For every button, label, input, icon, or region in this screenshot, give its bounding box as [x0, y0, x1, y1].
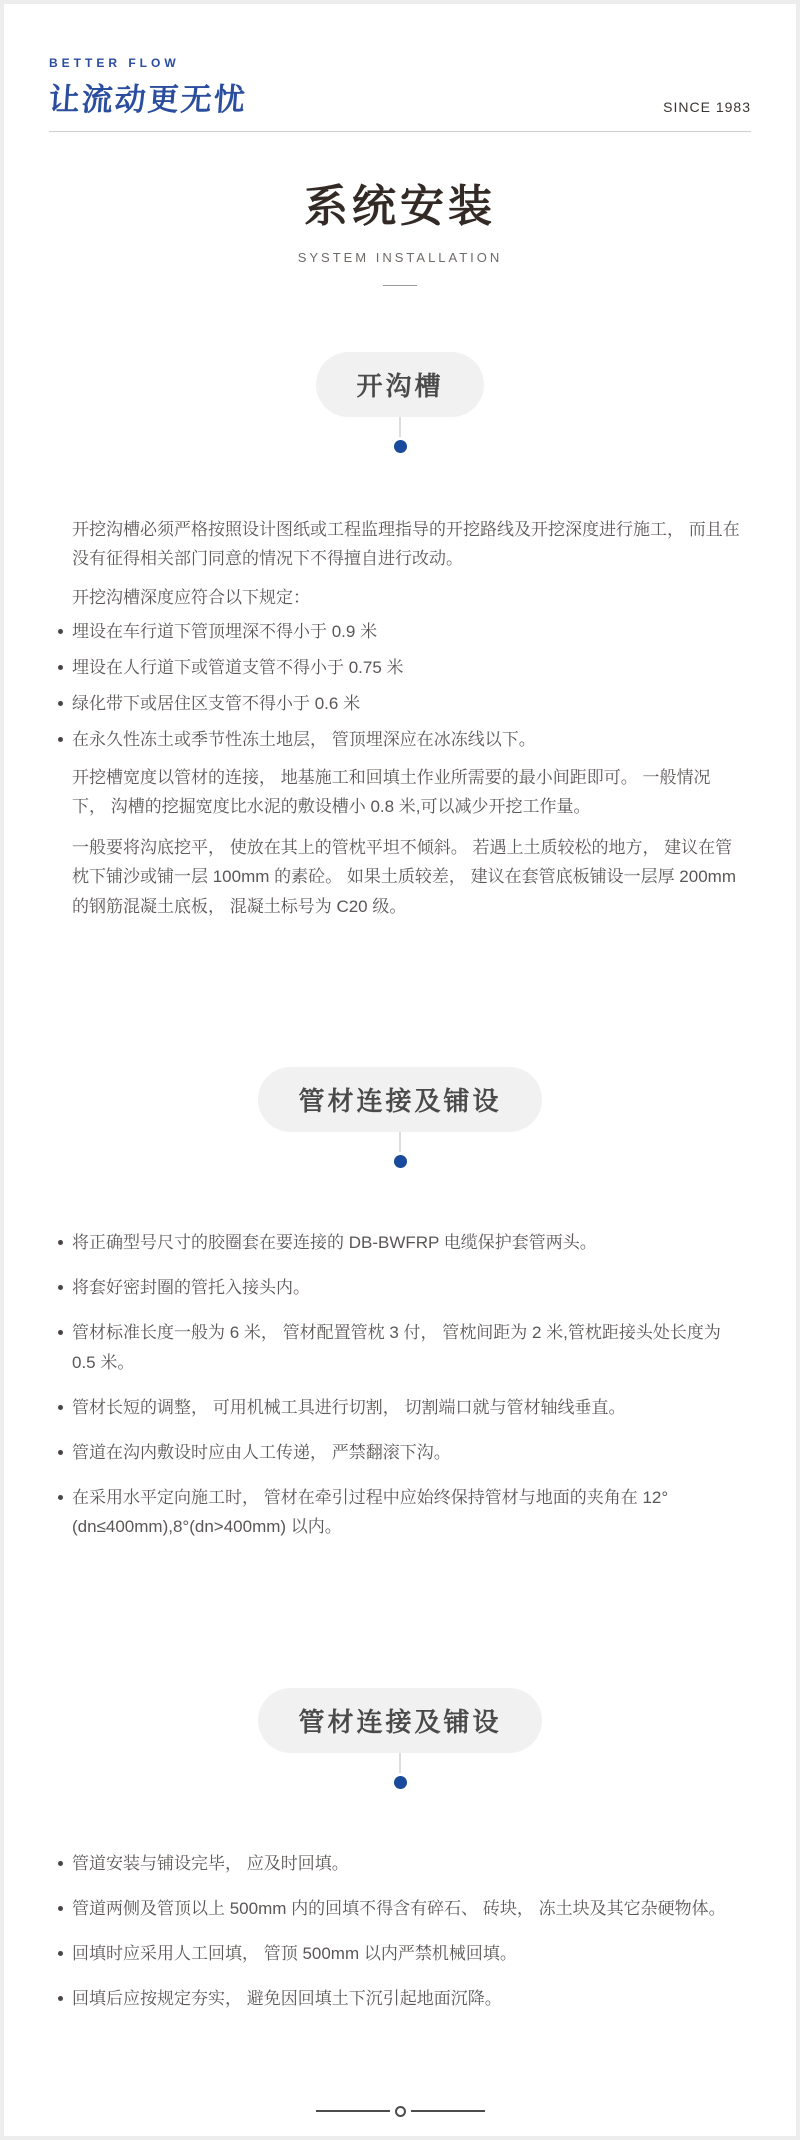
- brand-logotype: 让流动更无忧: [47, 82, 249, 117]
- list-item: [72, 1984, 742, 2013]
- connector-dot-icon: [394, 1155, 407, 1168]
- list-item: [72, 1939, 742, 1968]
- bullet-icon: [58, 1861, 63, 1866]
- bullet-icon: [58, 701, 63, 706]
- bullet-icon: [58, 1240, 63, 1245]
- bullet-text: 管道两侧及管顶以上 500mm 内的回填不得含有碎石、 砖块， 冻土块及其它杂硬物体。: [72, 1898, 726, 1918]
- brand-logo: [49, 56, 247, 119]
- bullet-text: 管道安装与铺设完毕， 应及时回填。: [72, 1853, 349, 1873]
- bullet-icon: [58, 1996, 63, 2001]
- section-badge: 管材连接及铺设: [258, 1688, 541, 1753]
- bullet-text: 回填后应按规定夯实， 避免因回填土下沉引起地面沉降。: [72, 1989, 502, 2009]
- section-head-trenching: [4, 352, 796, 453]
- list-item: [72, 653, 742, 682]
- bullet-text: 管材长短的调整， 可用机械工具进行切割， 切割端口就与管材轴线垂直。: [72, 1397, 626, 1417]
- bullet-icon: [58, 665, 63, 670]
- list-item: [72, 1273, 742, 1302]
- section-badge: 开沟槽: [316, 352, 483, 417]
- connector-line: [399, 1753, 401, 1773]
- section-content-trenching: [4, 515, 796, 921]
- paragraph: 开挖槽宽度以管材的连接， 地基施工和回填土作业所需要的最小间距即可。 一般情况下， 沟槽的挖掘宽度比水泥的敷设槽小 0.8 米,可以减少开挖工作量。: [72, 767, 711, 816]
- bullet-icon: [58, 1450, 63, 1455]
- list-item: [72, 1483, 742, 1541]
- bullet-icon: [58, 1951, 63, 1956]
- bullet-text: 在采用水平定向施工时， 管材在牵引过程中应始终保持管材与地面的夹角在 12°(dn≤400mm),8°(dn>400mm) 以内。: [72, 1488, 669, 1537]
- list-item: [72, 617, 742, 646]
- section-content-backfill: [4, 1849, 796, 2014]
- list-item: [72, 1318, 742, 1376]
- connector-line: [399, 1132, 401, 1152]
- section-content-connection: [4, 1228, 796, 1542]
- connector-dot-icon: [394, 1776, 407, 1789]
- bullet-icon: [58, 1285, 63, 1290]
- paragraph: 开挖沟槽深度应符合以下规定：: [72, 588, 310, 608]
- bullet-list: [72, 1849, 742, 2014]
- list-item: [72, 1438, 742, 1467]
- bullet-icon: [58, 629, 63, 634]
- bullet-text: 绿化带下或居住区支管不得小于 0.6 米: [72, 694, 361, 714]
- bullet-text: 管道在沟内敷设时应由人工传递， 严禁翻滚下沟。: [72, 1442, 451, 1462]
- list-item: [72, 1228, 742, 1257]
- bullet-icon: [58, 1495, 63, 1500]
- connector-line: [399, 417, 401, 437]
- ornament-circle-icon: [395, 2106, 406, 2117]
- list-item: [72, 1849, 742, 1878]
- bullet-icon: [58, 737, 63, 742]
- brand-tagline: BETTER FLOW: [49, 56, 180, 70]
- bullet-text: 管材标准长度一般为 6 米， 管材配置管枕 3 付， 管枕间距为 2 米,管枕距接头处长度为 0.5 米。: [72, 1323, 721, 1372]
- connector-dot-icon: [394, 440, 407, 453]
- bullet-icon: [58, 1330, 63, 1335]
- page-title: 系统安装: [304, 182, 496, 231]
- header: [4, 4, 796, 119]
- ornament-line: [316, 2110, 390, 2112]
- section-head-backfill: [4, 1688, 796, 1789]
- header-divider: [49, 131, 751, 132]
- section-badge: 管材连接及铺设: [258, 1067, 541, 1132]
- paragraph: 开挖沟槽必须严格按照设计图纸或工程监理指导的开挖路线及开挖深度进行施工， 而且在没有征得相关部门同意的情况下不得擅自进行改动。: [72, 520, 740, 569]
- list-item: [72, 1393, 742, 1422]
- ornament-line: [411, 2110, 485, 2112]
- bullet-text: 埋设在车行道下管顶埋深不得小于 0.9 米: [72, 621, 378, 641]
- list-item: [72, 1894, 742, 1923]
- footer-ornament: [4, 2106, 796, 2117]
- list-item: [72, 689, 742, 718]
- bullet-text: 将正确型号尺寸的胶圈套在要连接的 DB-BWFRP 电缆保护套管两头。: [72, 1232, 597, 1252]
- bullet-text: 将套好密封圈的管托入接头内。: [72, 1278, 310, 1298]
- bullet-list: [72, 617, 742, 755]
- bullet-text: 在永久性冻土或季节性冻土地层， 管顶埋深应在冰冻线以下。: [72, 730, 536, 750]
- list-item: [72, 725, 742, 754]
- since-label: SINCE 1983: [663, 99, 751, 115]
- bullet-text: 回填时应采用人工回填， 管顶 500mm 以内严禁机械回填。: [72, 1944, 517, 1964]
- subtitle-divider: [383, 285, 417, 286]
- paragraph: 一般要将沟底挖平， 使放在其上的管枕平坦不倾斜。 若遇上土质较松的地方， 建议在管枕下铺沙或铺一层 100mm 的素砼。 如果土质较差， 建议在套管底板铺设一层厚 200mm 的钢筋混凝土底板， 混凝土标号为 C20 级。: [72, 838, 736, 916]
- page-subtitle: SYSTEM INSTALLATION: [297, 250, 503, 265]
- section-head-connection: [4, 1067, 796, 1168]
- bullet-icon: [58, 1906, 63, 1911]
- bullet-list: [72, 1228, 742, 1542]
- bullet-text: 埋设在人行道下或管道支管不得小于 0.75 米: [72, 657, 404, 677]
- bullet-icon: [58, 1405, 63, 1410]
